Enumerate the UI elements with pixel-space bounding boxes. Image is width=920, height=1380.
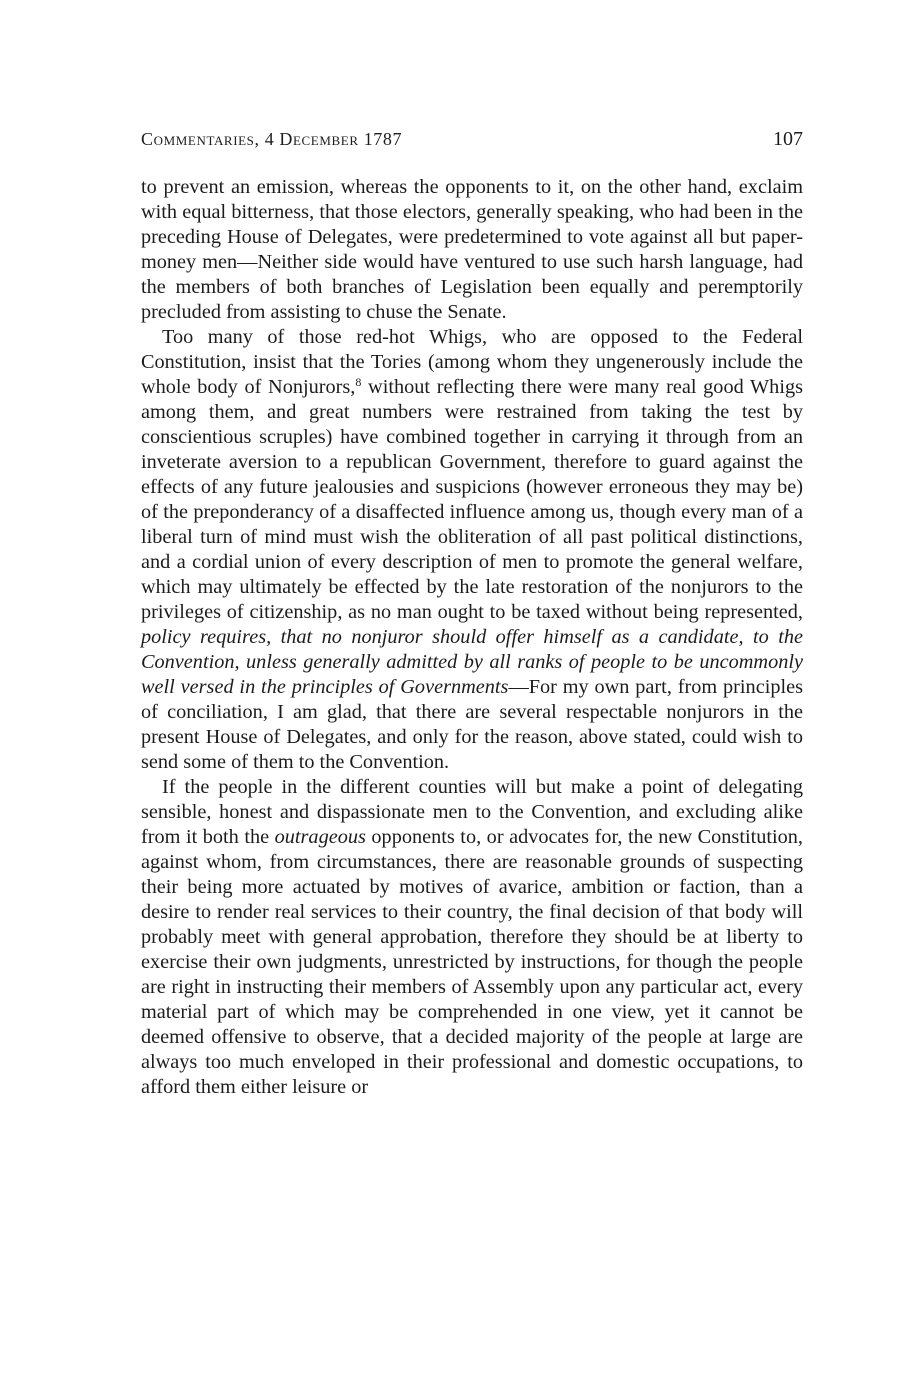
paragraph-text: —For my own part, from principles of conciliation, I am glad, that there are several respectable nonjurors in the present House of Delegates, and only for the reason, above stated, could wish to send some of them to the Convention.: [141, 676, 803, 773]
footnote-marker[interactable]: 8: [355, 375, 362, 389]
paragraph-2: [141, 325, 803, 775]
paragraph-text: without reflecting there were many real good Whigs among them, and great numbers were restrained from taking the test by conscientious scruples) have combined together in carrying it through from an inveterate aversion to a republican Government, therefore to guard against the effects of any future jealousies and suspicions (however erroneous they may be) of the preponderancy of a disaffected influence among us, though every man of a liberal turn of mind must wish the obliteration of all past political distinctions, and a cordial union of every description of men to promote the general welfare, which may ultimately be effected by the late restoration of the nonjurors to the privileges of citizenship, as no man ought to be taxed without being represented,: [141, 376, 803, 623]
paragraph-1: [141, 175, 803, 325]
running-title: Commentaries, 4 December 1787: [141, 129, 403, 149]
paragraph-text: to prevent an emission, whereas the opponents to it, on the other hand, exclaim with equal bitterness, that those electors, generally speaking, who had been in the preceding House of Delegates, were predetermined to vote against all but paper-money men—Neither side would have ventured to use such harsh language, had the members of both branches of Legislation been equally and peremptorily precluded from assisting to chuse the Senate.: [141, 176, 803, 323]
italic-text: policy requires, that no nonjuror should offer himself as a candidate, to the Convention, unless generally admitted by all ranks of people to be uncommonly well versed in the principles of Governments: [141, 626, 803, 698]
document-page: [141, 128, 803, 1100]
italic-text: outrageous: [274, 826, 366, 848]
body-text: [141, 175, 803, 1100]
paragraph-3: [141, 775, 803, 1100]
running-head: [141, 128, 803, 158]
paragraph-text: opponents to, or advocates for, the new Constitution, against whom, from circumstances, there are reasonable grounds of suspecting their being more actuated by motives of avarice, ambition or faction, than a desire to render real services to their country, the final decision of that body will probably meet with general approbation, therefore they should be at liberty to exercise their own judgments, unrestricted by instructions, for though the people are right in instructing their members of Assembly upon any particular act, every material part of which may be comprehended in one view, yet it cannot be deemed offensive to observe, that a decided majority of the people at large are always too much enveloped in their professional and domestic occupations, to afford them either leisure or: [141, 826, 803, 1098]
paragraph-text: Too many of those red-hot Whigs, who are opposed to the Federal Constitution, insist that the Tories (among whom they ungenerously include the whole body of Nonjurors,: [141, 326, 803, 398]
paragraph-text: If the people in the different counties will but make a point of delegating sensible, honest and dispassionate men to the Convention, and excluding alike from it both the: [141, 776, 803, 848]
page-number: 107: [773, 128, 803, 150]
